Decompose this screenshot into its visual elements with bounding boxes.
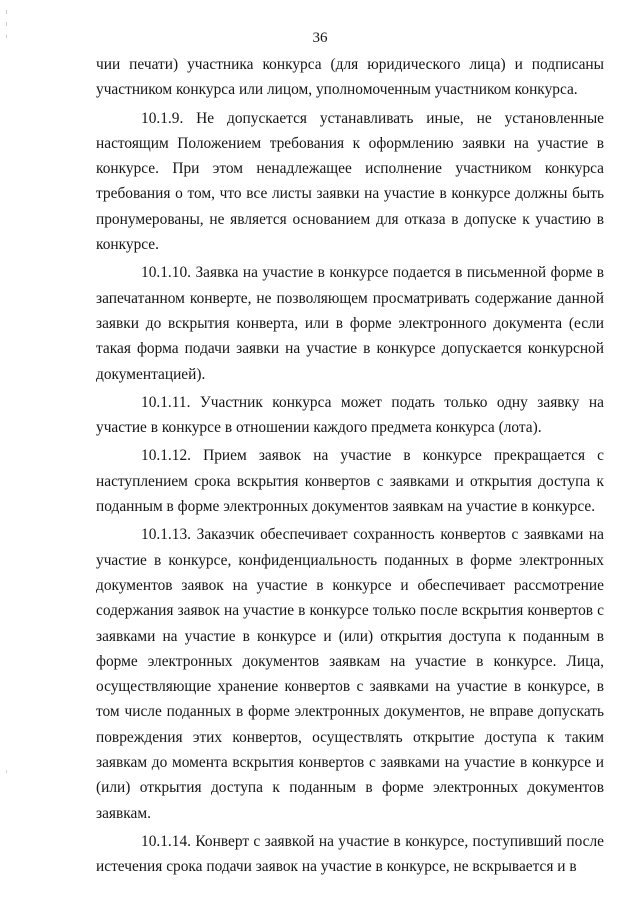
paragraph-10-1-9: 10.1.9. Не допускается устанавливать иные, не установленные настоящим Положением требования к оформлению заявки на участие в конкурсе. При этом ненадлежащее исполнение участником конкурса требования о том, что все листы заявки на участие в конкурсе должны быть пронумерованы, не является основанием для отказа в допуске к участию в конкурсе. <box>96 109 604 254</box>
paragraph-continuation: чии печати) участника конкурса (для юридического лица) и подписаны участником конкурса или лицом, уполномоченным участником конкурса. <box>96 56 604 99</box>
paragraph-10-1-10: 10.1.10. Заявка на участие в конкурсе подается в письменной форме в запечатанном конверте, не позволяющем просматривать содержание данной заявки до вскрытия конверта, или в форме электронного документа (если такая форма подачи заявки на участие в конкурсе допускается конкурсной документацией). <box>96 264 604 383</box>
document-body <box>96 52 604 880</box>
scan-margin-mark <box>6 22 7 26</box>
paragraph-10-1-12: 10.1.12. Прием заявок на участие в конкурсе прекращается с наступлением срока вскрытия конвертов с заявками и открытия доступа к поданным в форме электронных документов заявкам на участие в конкурсе. <box>96 447 604 516</box>
scan-margin-mark <box>6 770 7 773</box>
paragraph-10-1-13: 10.1.13. Заказчик обеспечивает сохранность конвертов с заявками на участие в конкурсе, конфиденциальность поданных в форме электронных документов заявок на участие в конкурсе и обеспечивает рассмотрение содержания заявок на участие в конкурсе только после вскрытия конвертов с заявками на участие в конкурсе и (или) открытия доступа к поданным в форме электронных документов заявкам на участие в конкурсе. Лица, осуществляющие хранение конвертов с заявками на участие в конкурсе, в том числе поданных в форме электронных документов, не вправе допускать повреждения этих конвертов, осуществлять открытие доступа к таким заявкам до момента вскрытия конвертов с заявками на участие в конкурсе и (или) открытия доступа к поданным в форме электронных документов заявкам. <box>96 526 604 822</box>
page-number: 36 <box>312 30 328 46</box>
scan-margin-mark <box>6 10 7 14</box>
paragraph-10-1-11: 10.1.11. Участник конкурса может подать только одну заявку на участие в конкурсе в отношении каждого предмета конкурса (лота). <box>96 393 604 437</box>
paragraph-10-1-14: 10.1.14. Конверт с заявкой на участие в конкурсе, поступивший после истечения срока подачи заявок на участие в конкурсе, не вскрывается и в <box>96 832 604 876</box>
